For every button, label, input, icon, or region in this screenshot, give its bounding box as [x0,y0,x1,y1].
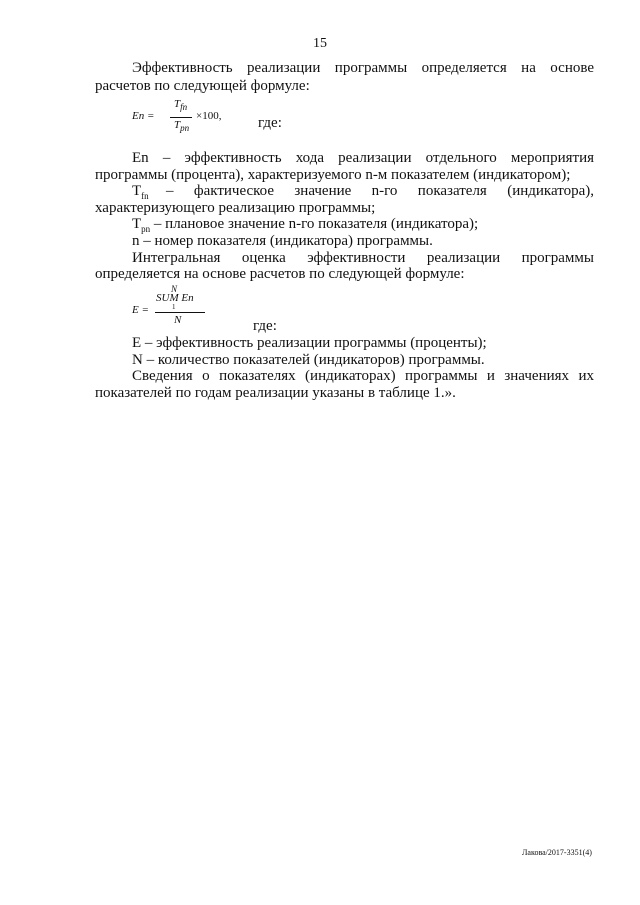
def-tfn-sub: fn [141,191,149,201]
def-N: N – количество показателей (индикаторов) программы. [132,352,485,368]
closing-line-1: Сведения о показателях (индикаторах) программы и значениях их [132,368,594,384]
formula1-numerator [174,98,187,112]
footer-doc-id: Лакова/2017-3351(4) [522,848,592,857]
formula2-fraction-bar [155,312,205,313]
def-tfn-sym: T [132,183,142,199]
formula1-den-base: T [174,119,181,131]
formula1-multiplier: ×100, [196,110,222,122]
intro-line-1: Эффективность реализации программы определяется на основе [132,60,594,76]
def-en-line-1: En – эффективность хода реализации отдельного мероприятия [132,150,594,166]
formula1-denominator [174,119,189,133]
closing-line-2: показателей по годам реализации указаны в таблице 1.». [95,385,456,401]
def-en-line-2: программы (процента), характеризуемого n-м показателем (индикатором); [95,167,571,183]
formula2-lhs: E = [132,304,149,316]
formula1-fraction-bar [170,117,192,118]
formula1-den-sub: pn [180,123,190,134]
integral-line-2: определяется на основе расчетов по следующей формуле: [95,266,465,282]
formula2-where: где: [253,318,277,334]
def-tpn-text: – плановое значение n-го показателя (индикатора); [153,216,479,232]
def-tfn-line-1: – фактическое значение n-го показателя (индикатора), [166,183,594,199]
formula1-where: где: [258,115,282,131]
integral-line-1: Интегральная оценка эффективности реализации программы [132,250,594,266]
formula1-lhs: En = [132,110,155,122]
intro-line-2: расчетов по следующей формуле: [95,78,310,94]
def-tpn-sym: T [132,216,142,232]
formula2-lower: 1 [172,303,176,311]
def-tfn-line-2: характеризующего реализацию программы; [95,200,376,216]
def-n: n – номер показателя (индикатора) программы. [132,233,433,249]
formula2-sum: SUM En [156,292,194,304]
def-tpn-sub: pn [141,224,151,234]
formula2-denominator: N [174,314,182,326]
formula2-upper: N [171,284,178,294]
page-number: 15 [313,36,327,51]
formula1-num-base: T [174,98,181,110]
def-e: E – эффективность реализации программы (проценты); [132,335,487,351]
formula1-num-sub: fn [180,102,188,113]
